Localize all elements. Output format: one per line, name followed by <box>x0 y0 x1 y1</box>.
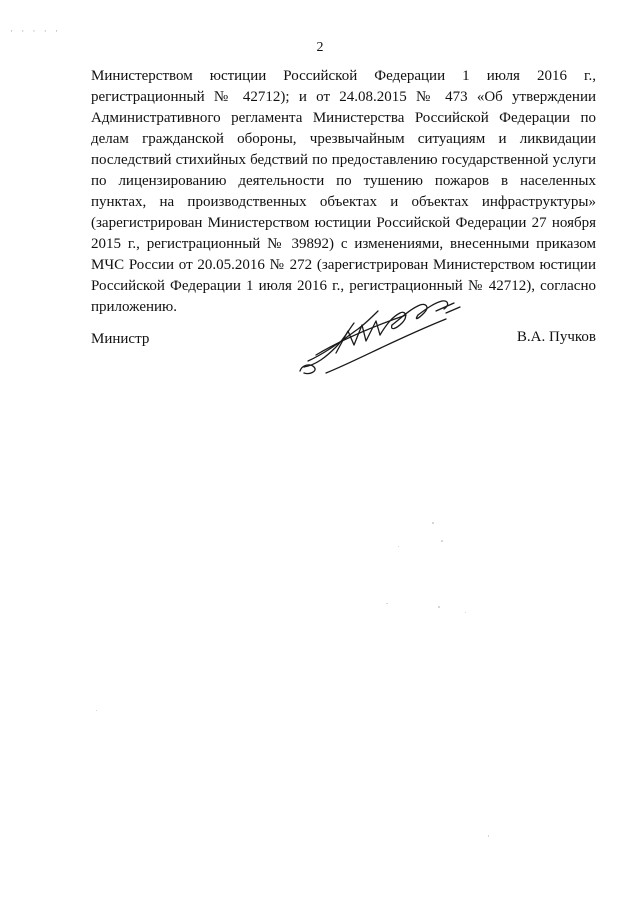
scan-speck <box>96 710 97 711</box>
scan-speck <box>386 603 388 604</box>
scan-speck <box>441 540 443 542</box>
page-number: 2 <box>316 40 324 55</box>
body-paragraph: Министерством юстиции Российской Федерации 1 июля 2016 г., регистрационный № 42712); и от 24.08.2015 № 473 «Об утверждении Административного регламента Министерства Российской Федерации по делам гражданской обороны, чрезвычайным ситуациям и ликвидации последствий стихийных бедствий по предоставлению государственной услуги по лицензированию деятельности по тушению пожаров в населенных пунктах, на производственных объектах и объектах инфраструктуры» (зарегистрирован Министерством юстиции Российской Федерации 27 ноября 2015 г., регистрационный № 39892) с изменениями, внесенными приказом МЧС России от 20.05.2016 № 272 (зарегистрирован Министерством юстиции Российской Федерации 1 июля 2016 г., регистрационный № 42712), согласно приложению. <box>91 68 596 315</box>
scan-speck <box>432 522 434 524</box>
handwritten-signature <box>296 295 466 375</box>
scan-speck <box>488 835 489 837</box>
signer-name: В.А. Пучков <box>516 329 596 345</box>
scan-speck <box>465 612 466 613</box>
signature-block <box>91 325 596 385</box>
scan-speck <box>398 546 399 547</box>
scan-artifact: · · · · · <box>10 26 61 36</box>
signer-title: Министр <box>91 331 150 347</box>
scan-speck <box>438 606 440 608</box>
